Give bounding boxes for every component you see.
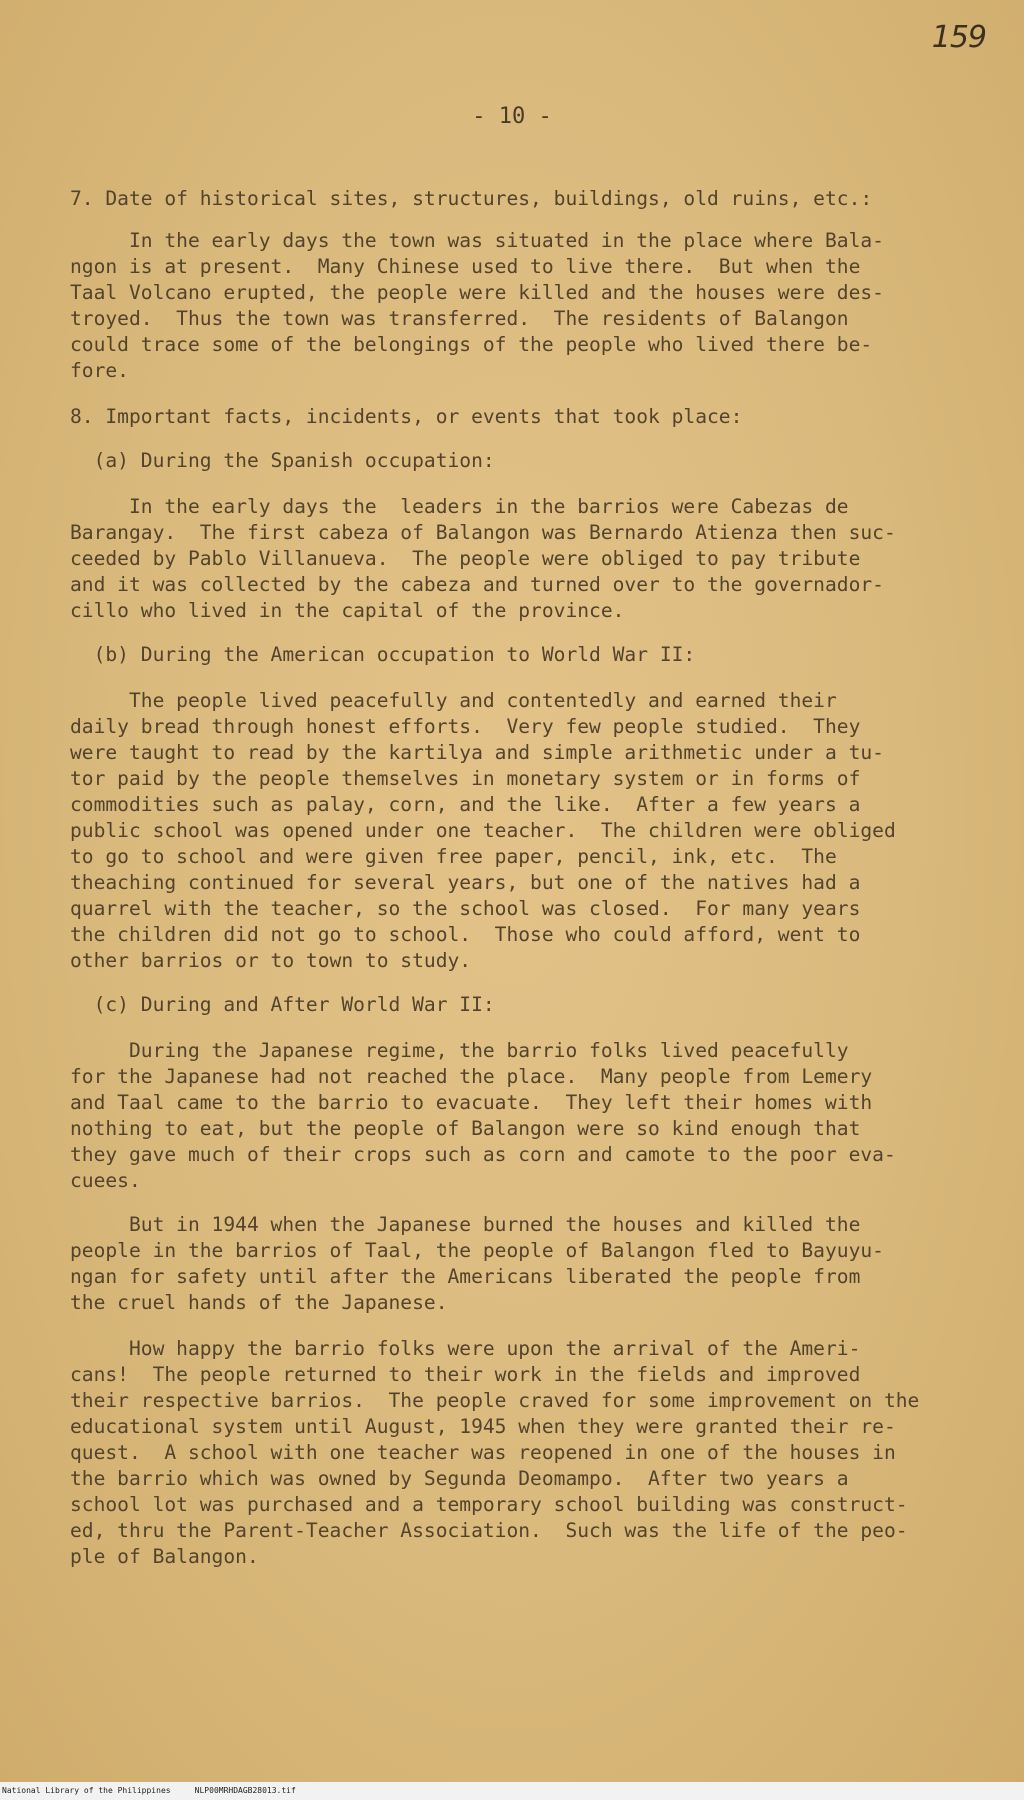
footer-file-id: NLP00MRHDAGB28013.tif xyxy=(194,1786,296,1795)
text-line: ngan for safety until after the Americans liberated the people from xyxy=(70,1265,861,1288)
text-line: ceeded by Pablo Villanueva. The people were obliged to pay tribute xyxy=(70,547,861,570)
text-line: In the early days the leaders in the barrios were Cabezas de xyxy=(70,495,849,518)
text-line: cuees. xyxy=(70,1169,141,1192)
paragraph xyxy=(70,186,970,212)
text-line: other barrios or to town to study. xyxy=(70,949,472,972)
page-number: - 10 - xyxy=(472,104,552,129)
text-line: In the early days the town was situated in the place where Bala- xyxy=(70,229,884,252)
paragraph-gap xyxy=(70,212,970,228)
paragraph xyxy=(70,1038,970,1194)
text-line: daily bread through honest efforts. Very few people studied. They xyxy=(70,715,861,738)
paragraph xyxy=(70,642,970,668)
text-line: 8. Important facts, incidents, or events that took place: xyxy=(70,405,743,428)
paragraph-gap xyxy=(70,624,970,642)
footer-institution: National Library of the Philippines xyxy=(2,1786,171,1795)
folio-number: 159 xyxy=(931,20,986,55)
text-line: (b) During the American occupation to World War II: xyxy=(70,643,696,666)
text-line: During the Japanese regime, the barrio folks lived peacefully xyxy=(70,1039,849,1062)
paragraph-gap xyxy=(70,384,970,404)
text-line: the cruel hands of the Japanese. xyxy=(70,1291,448,1314)
paragraph xyxy=(70,448,970,474)
text-line: and Taal came to the barrio to evacuate. They left their homes with xyxy=(70,1091,873,1114)
text-line: Barangay. The first cabeza of Balangon was Bernardo Atienza then suc- xyxy=(70,521,896,544)
text-line: ple of Balangon. xyxy=(70,1545,259,1568)
paragraph-gap xyxy=(70,974,970,992)
text-line: could trace some of the belongings of the people who lived there be- xyxy=(70,333,873,356)
paragraph xyxy=(70,688,970,974)
paragraph xyxy=(70,494,970,624)
document-body xyxy=(70,186,970,1570)
text-line: theaching continued for several years, but one of the natives had a xyxy=(70,871,861,894)
text-line: school lot was purchased and a temporary school building was construct- xyxy=(70,1493,908,1516)
text-line: and it was collected by the cabeza and turned over to the governador- xyxy=(70,573,884,596)
text-line: (c) During and After World War II: xyxy=(70,993,495,1016)
text-line: The people lived peacefully and contentedly and earned their xyxy=(70,689,837,712)
paragraph-gap xyxy=(70,474,970,494)
text-line: public school was opened under one teacher. The children were obliged xyxy=(70,819,896,842)
text-line: 7. Date of historical sites, structures, buildings, old ruins, etc.: xyxy=(70,187,873,210)
text-line: for the Japanese had not reached the place. Many people from Lemery xyxy=(70,1065,873,1088)
paragraph xyxy=(70,1212,970,1316)
paragraph-gap xyxy=(70,668,970,688)
text-line: people in the barrios of Taal, the people of Balangon fled to Bayuyu- xyxy=(70,1239,884,1262)
paragraph xyxy=(70,1336,970,1570)
text-line: tor paid by the people themselves in monetary system or in forms of xyxy=(70,767,861,790)
paragraph xyxy=(70,992,970,1018)
text-line: But in 1944 when the Japanese burned the houses and killed the xyxy=(70,1213,861,1236)
text-line: educational system until August, 1945 when they were granted their re- xyxy=(70,1415,896,1438)
paragraph xyxy=(70,228,970,384)
paragraph-gap xyxy=(70,1018,970,1038)
text-line: they gave much of their crops such as corn and camote to the poor eva- xyxy=(70,1143,896,1166)
text-line: (a) During the Spanish occupation: xyxy=(70,449,495,472)
text-line: nothing to eat, but the people of Balangon were so kind enough that xyxy=(70,1117,861,1140)
text-line: quest. A school with one teacher was reopened in one of the houses in xyxy=(70,1441,896,1464)
text-line: the barrio which was owned by Segunda Deomampo. After two years a xyxy=(70,1467,849,1490)
text-line: commodities such as palay, corn, and the like. After a few years a xyxy=(70,793,861,816)
scan-footer xyxy=(0,1782,1024,1800)
paragraph-gap xyxy=(70,1316,970,1336)
text-line: quarrel with the teacher, so the school was closed. For many years xyxy=(70,897,861,920)
text-line: to go to school and were given free paper, pencil, ink, etc. The xyxy=(70,845,837,868)
text-line: were taught to read by the kartilya and simple arithmetic under a tu- xyxy=(70,741,884,764)
text-line: Taal Volcano erupted, the people were killed and the houses were des- xyxy=(70,281,884,304)
text-line: the children did not go to school. Those who could afford, went to xyxy=(70,923,861,946)
text-line: ed, thru the Parent-Teacher Association. Such was the life of the peo- xyxy=(70,1519,908,1542)
paragraph-gap xyxy=(70,430,970,448)
text-line: cans! The people returned to their work in the fields and improved xyxy=(70,1363,861,1386)
paragraph-gap xyxy=(70,1194,970,1212)
text-line: their respective barrios. The people craved for some improvement on the xyxy=(70,1389,920,1412)
text-line: fore. xyxy=(70,359,129,382)
text-line: troyed. Thus the town was transferred. The residents of Balangon xyxy=(70,307,849,330)
paragraph xyxy=(70,404,970,430)
text-line: How happy the barrio folks were upon the arrival of the Ameri- xyxy=(70,1337,861,1360)
text-line: ngon is at present. Many Chinese used to live there. But when the xyxy=(70,255,861,278)
text-line: cillo who lived in the capital of the province. xyxy=(70,599,625,622)
